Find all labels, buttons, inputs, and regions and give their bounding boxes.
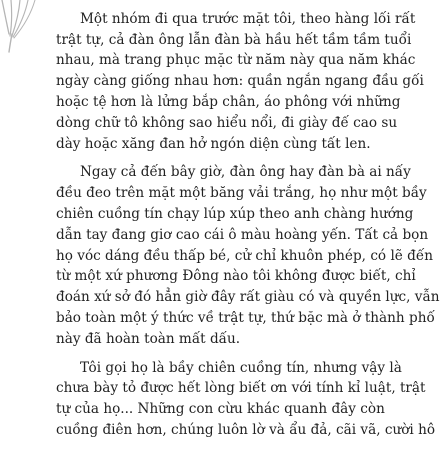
text-line: dày hoặc xăng đan hở ngón diện cùng tất len.: [56, 135, 371, 152]
text-line: nhau, mà trang phục mặc từ năm này qua năm khác: [56, 52, 416, 69]
paragraph: [0, 0, 400, 1]
text-line: dẫn tay đang giơ cao cái ô màu hoàng yến. Tất cả bọn: [56, 226, 429, 243]
text-line: Một nhóm đi qua trước mặt tôi, theo hàng lối rất: [80, 10, 416, 27]
text-line: họ vóc dáng đều thấp bé, cử chỉ khuôn phép, có lẽ đến: [56, 247, 433, 264]
text-line: đều đeo trên mặt một băng vải trắng, họ như một bầy: [56, 185, 427, 202]
text-line: chiên cuồng tín chạy lúp xúp theo anh chàng hướng: [56, 205, 414, 222]
text-line: từ một xứ phương Đông nào tôi không được biết, chỉ: [56, 268, 416, 285]
text-line: dòng chữ tô không sao hiểu nổi, đi giày đế cao su: [56, 114, 398, 131]
paragraph: [0, 9, 424, 155]
text-line: Ngay cả đến bây giờ, đàn ông hay đàn bà ai nấy: [80, 164, 411, 181]
text-line: đoán xứ sở đó hẳn giờ đây rất giàu có và quyền lực, vẫn: [56, 289, 440, 306]
paragraph: [0, 358, 436, 441]
text-line: trật tự, cả đàn ông lẫn đàn bà hầu hết tầm tầm tuổi: [56, 31, 412, 48]
paragraph: [0, 162, 440, 349]
text-line: [0, 0, 400, 1]
text-line: bảo toàn một ý thức về trật tự, thứ bặc mà ở thành phố: [56, 309, 435, 326]
text-line: Tôi gọi họ là bầy chiên cuồng tín, nhưng vậy là: [80, 359, 402, 376]
text-line: hoặc tệ hơn là lửng bắp chân, áo phông với những: [56, 93, 401, 110]
text-line: cuồng điên hơn, chúng luôn lờ và ẩu đả, cãi vã, cười hô: [56, 421, 436, 438]
text-line: tự của họ... Những con cừu khác quanh đây còn: [56, 401, 385, 418]
text-line: này đã hoàn toàn mất dấu.: [56, 330, 241, 347]
text-line: ngày càng giống nhau hơn: quần ngắn ngang đầu gối: [56, 73, 424, 90]
text-line: chưa bày tỏ được hết lòng biết ơn với tính kỉ luật, trật: [56, 380, 426, 397]
